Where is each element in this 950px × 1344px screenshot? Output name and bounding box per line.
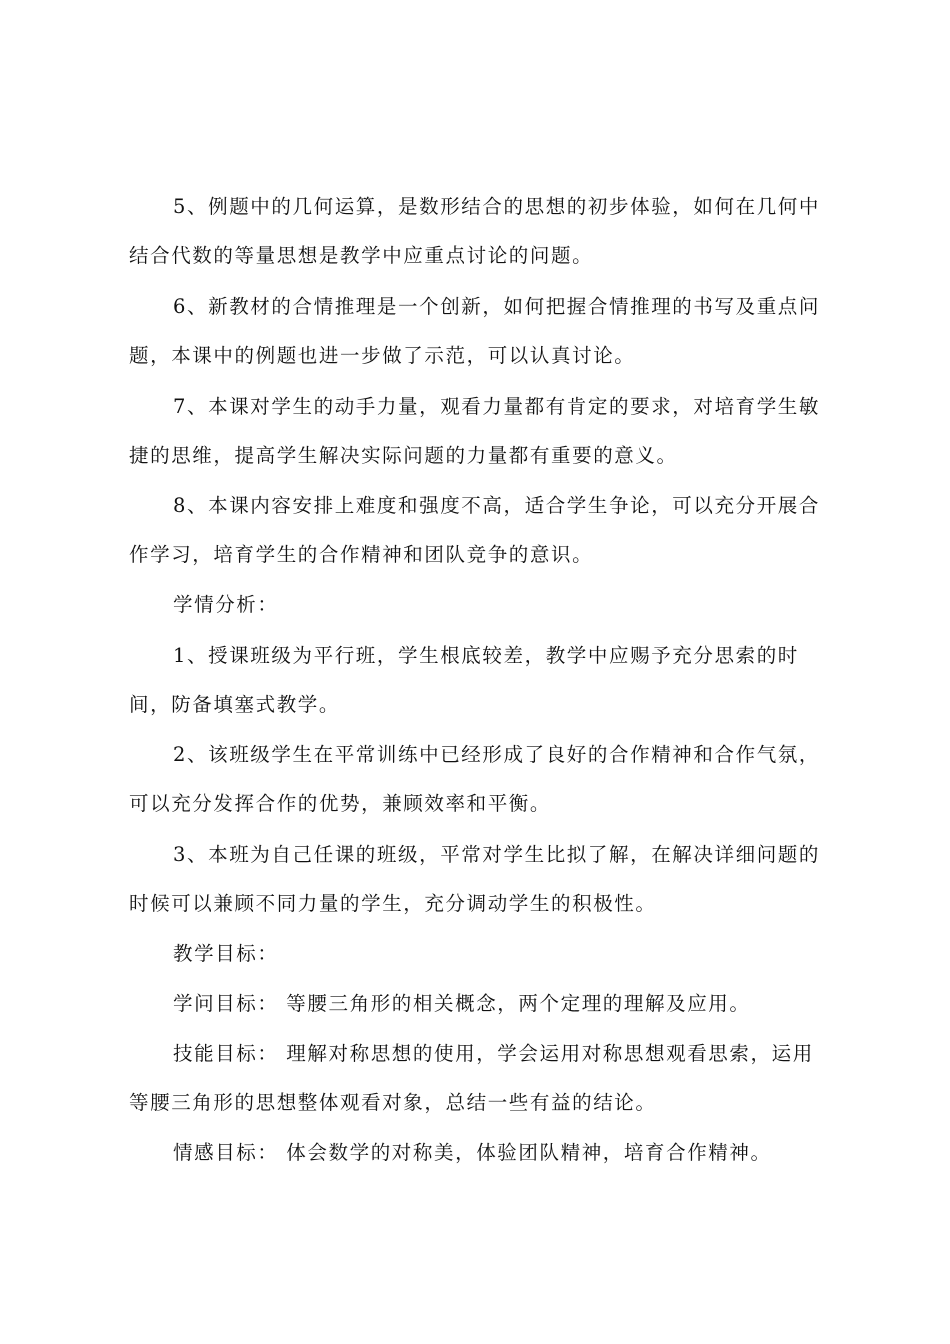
paragraph-analysis-3: 3、本班为自己任课的班级，平常对学生比拟了解，在解决详细问题的时候可以兼顾不同力量的学生，充分调动学生的积极性。	[129, 843, 821, 915]
paragraph-analysis-2: 2、该班级学生在平常训练中已经形成了良好的合作精神和合作气氛，可以充分发挥合作的优势，兼顾效率和平衡。	[129, 743, 821, 815]
heading-learning-analysis: 学情分析：	[173, 593, 279, 616]
paragraph-analysis-1: 1、授课班级为平行班，学生根底较差，教学中应赐予充分思索的时间，防备填塞式教学。	[129, 644, 799, 716]
paragraph-8: 8、本课内容安排上难度和强度不高，适合学生争论，可以充分开展合作学习，培育学生的合作精神和团队竞争的意识。	[129, 494, 821, 566]
paragraph-6: 6、新教材的合情推理是一个创新，如何把握合情推理的书写及重点问题，本课中的例题也进一步做了示范，可以认真讨论。	[129, 295, 821, 367]
paragraph-7: 7、本课对学生的动手力量，观看力量都有肯定的要求，对培育学生敏捷的思维，提高学生解决实际问题的力量都有重要的意义。	[129, 395, 821, 467]
goal-emotion: 情感目标： 体会数学的对称美，体验团队精神，培育合作精神。	[173, 1141, 772, 1164]
paragraph-5: 5、例题中的几何运算，是数形结合的思想的初步体验，如何在几何中结合代数的等量思想是教学中应重点讨论的问题。	[129, 195, 821, 267]
heading-teaching-goals: 教学目标：	[173, 942, 279, 965]
goal-knowledge: 学问目标： 等腰三角形的相关概念，两个定理的理解及应用。	[173, 992, 751, 1015]
goal-skill: 技能目标： 理解对称思想的使用，学会运用对称思想观看思索，运用等腰三角形的思想整体观看对象，总结一些有益的结论。	[129, 1042, 814, 1114]
